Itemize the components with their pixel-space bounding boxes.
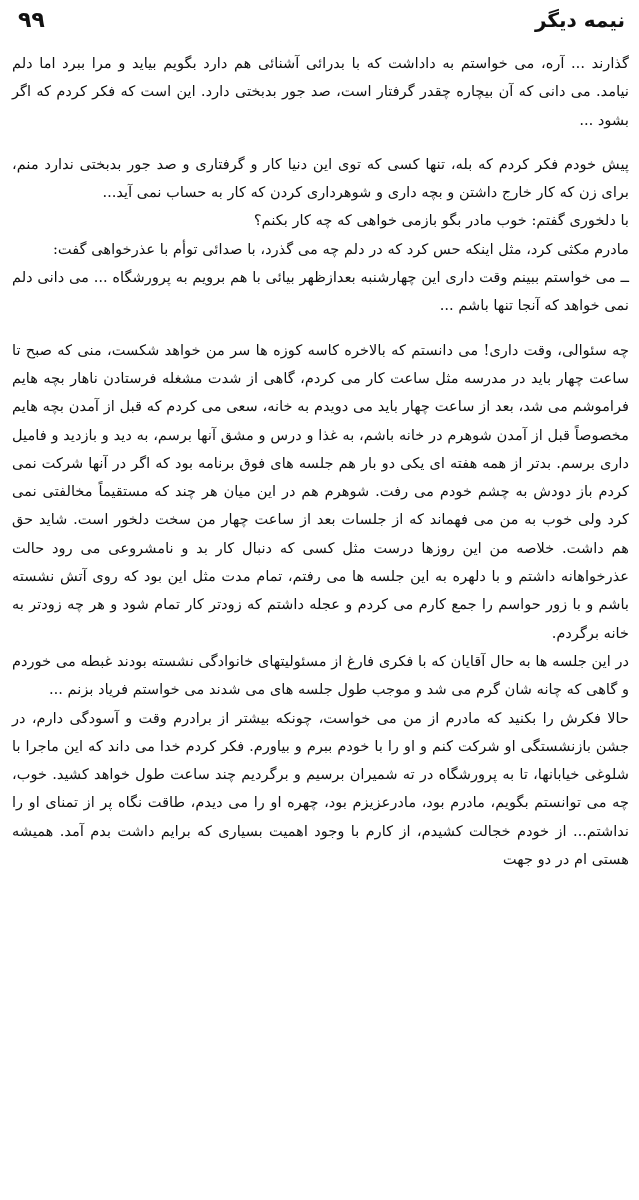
- page-number: ۹۹: [18, 7, 45, 33]
- body-text: [12, 50, 629, 874]
- paragraph: چه سئوالی، وقت داری! می دانستم که بالاخره کاسه کوزه ها سر من خواهد شکست، منی که صبح تا ساعت چهار باید در مدرسه مثل ساعت کار می کردم، گاهی از شدت مشغله فرستادن ناهار بچه هایم فراموشم می شد، بعد از ساعت چهار باید می دویدم به خانه، سعی می کردم که قبل از آمدن بچه هایم مخصوصاً قبل از آمدن شوهرم در خانه باشم، به غذا و درس و مشق آنها برسم، به دید و بازدید و فامیل داری برسم. بدتر از همه هفته ای یکی دو بار هم جلسه های فوق برنامه بود که اگر در آنها شرکت نمی کردم باز دودش به چشم خودم می رفت. شوهرم هم در این میان هر چند که مستقیماً مخالفتی نمی کرد ولی خوب به من می فهماند که از جلسات بعد از ساعت چهار من سخت دلخور است. شاید حق هم داشت. خلاصه من این روزها درست مثل کسی که دنبال کار بد و نامشروعی می رود حالت عذرخواهانه داشتم و با دلهره به این جلسه ها می رفتم، تمام مدت مثل این بود که روی آتش نشسته باشم و با زور حواسم را جمع کارم می کردم و عجله داشتم که زودتر کار تمام شود و هر چه زودتر به خانه برگردم.: [12, 341, 629, 642]
- paragraph: ــ می خواستم ببینم وقت داری این چهارشنبه بعدازظهر بیائی با هم برویم به پرورشگاه ... می دانی دلم نمی خواهد که آنجا تنها باشم ...: [12, 269, 629, 315]
- running-title: نیمه دیگر: [534, 8, 625, 32]
- page-header: [18, 4, 625, 36]
- paragraph: با دلخوری گفتم: خوب مادر بگو بازمی خواهی که چه کار بکنم؟: [253, 212, 629, 230]
- paragraph: گذارند ... آره، می خواستم به داداشت که با بدرائی آشنائی هم دارد بگویم بیاید و مرا ببرد اما دلم نیامد. می دانی که آن بیچاره چقدر گرفتار است، صد جور بدبختی دارد. این است که فکر کردم که اگر بشود ...: [12, 55, 629, 129]
- paragraph: مادرم مکثی کرد، مثل اینکه حس کرد که در دلم چه می گذرد، با صدائی توأم با عذرخواهی گفت:: [53, 240, 629, 258]
- paragraph: حالا فکرش را بکنید که مادرم از من می خواست، چونکه بیشتر از برادرم وقت و آسودگی دارم، در جشن بازنشستگی او شرکت کنم و او را با خودم ببرم و بیاورم. فکر کردم خدا می داند که این ماجرا با شلوغی خیابانها، تا به پرورشگاه در ته شمیران برسیم و برگردیم چند ساعت طول خواهد کشید. خوب، چه می توانستم بگویم، مادرم بود، مادرعزیزم بود، چهره او را می دیدم، طاقت نگاه پر از تمنای او را نداشتم... از خودم خجالت کشیدم، از کارم با وجود اهمیت بسیاری که برایم داشت بدم آمد. همیشه هستی ام در دو جهت: [12, 709, 629, 869]
- paragraph: پیش خودم فکر کردم که بله، تنها کسی که توی این دنیا کار و گرفتاری و صد جور بدبختی ندارد منم، برای زن که کار خارج داشتن و بچه داری و شوهرداری کردن که کار به حساب نمی آید...: [12, 155, 629, 202]
- paragraph: در این جلسه ها به حال آقایان که با فکری فارغ از مسئولیتهای خانوادگی نشسته بودند غبطه می خوردم و گاهی که چانه شان گرم می شد و موجب طول جلسه های می شدند می خواستم فریاد بزنم ...: [12, 652, 629, 699]
